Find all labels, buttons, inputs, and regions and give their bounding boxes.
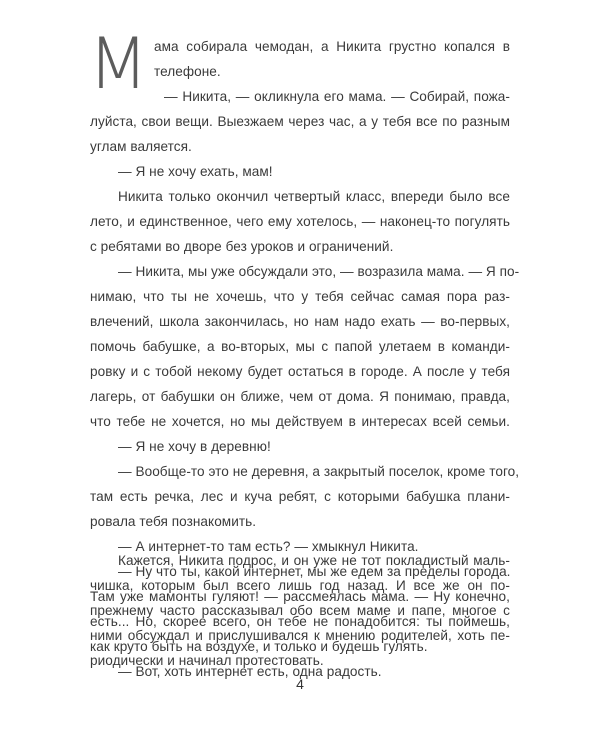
text-line: — Ну что ты, какой интернет, мы же едем за пределы города. [118,564,511,579]
text-line: — Я не хочу ехать, мам! [118,164,273,179]
text-line: с ребятами во дворе без уроков и ограничений. [90,239,394,254]
text-line: ровку и с тобой некому будет остаться в городе. А после у тебя [90,364,510,379]
text-line: нимаю, что ты не хочешь, что у тебя сейчас самая пора раз- [90,289,510,304]
text-line: там есть речка, лес и куча ребят, с которыми бабушка плани- [90,489,510,504]
text-line: — Вот, хоть интернет есть, одна радость. [118,664,382,679]
page-number: 4 [296,676,304,692]
text-line: ними обсуждал и прислушивался к мнению родителей, хоть пе- [90,628,510,643]
drop-cap: М [88,23,149,105]
text-line: — А интернет-то там есть? — хмыкнул Никита. [118,539,419,554]
text-line: лето, и единственное, чего ему хотелось, — наконец-то погулять [90,214,510,229]
text-line: ровала тебя познакомить. [90,514,257,529]
text-line: — Я не хочу в деревню! [118,439,271,454]
text-line: Кажется, Никита подрос, и он уже не тот покладистый маль- [118,553,510,568]
text-line: — Никита, — окликнула его мама. — Собирай, пожа- [164,89,510,104]
paragraph-1 [90,34,510,84]
paragraph-last [90,548,510,673]
text-line: лагерь, от бабушки он ближе, чем от дома. Я понимаю, правда, [90,389,510,404]
text-line: — Никита, мы уже обсуждали это, — возразила мама. — Я по- [118,264,520,279]
text-line: луйста, свои вещи. Выезжаем через час, а у тебя все по разным [90,114,510,129]
text-line: углам валяется. [90,139,192,154]
text-line: что тебе не хочется, но мы действуем в интересах всей семьи. [90,414,510,429]
text-line: телефоне. [154,64,221,79]
text-line: риодически и начинал протестовать. [90,653,324,668]
text-line: — Вообще-то это не деревня, а закрытый поселок, кроме того, [118,464,520,479]
text-line: ама собирала чемодан, а Никита грустно копался в [154,39,510,54]
text-line: Никита только окончил четвертый класс, впереди было все [118,189,510,204]
text-line: влечений, школа закончилась, но нам надо ехать — во-первых, [90,314,510,329]
text-line: как круто быть на воздухе, и только и будешь гулять. [90,639,428,654]
text-line: помочь бабушке, а во-вторых, мы с папой улетаем в команди- [90,339,510,354]
text-line: есть... Но, скорее всего, он тебе не понадобится: ты поймешь, [90,614,510,629]
text-line: чишка, которым был всего лишь год назад. И все же он по- [90,578,510,593]
text-line: прежнему часто рассказывал обо всем маме и папе, многое с [90,603,510,618]
text-line: Там уже мамонты гуляют! — рассмеялась мама. — Ну конечно, [90,589,510,604]
